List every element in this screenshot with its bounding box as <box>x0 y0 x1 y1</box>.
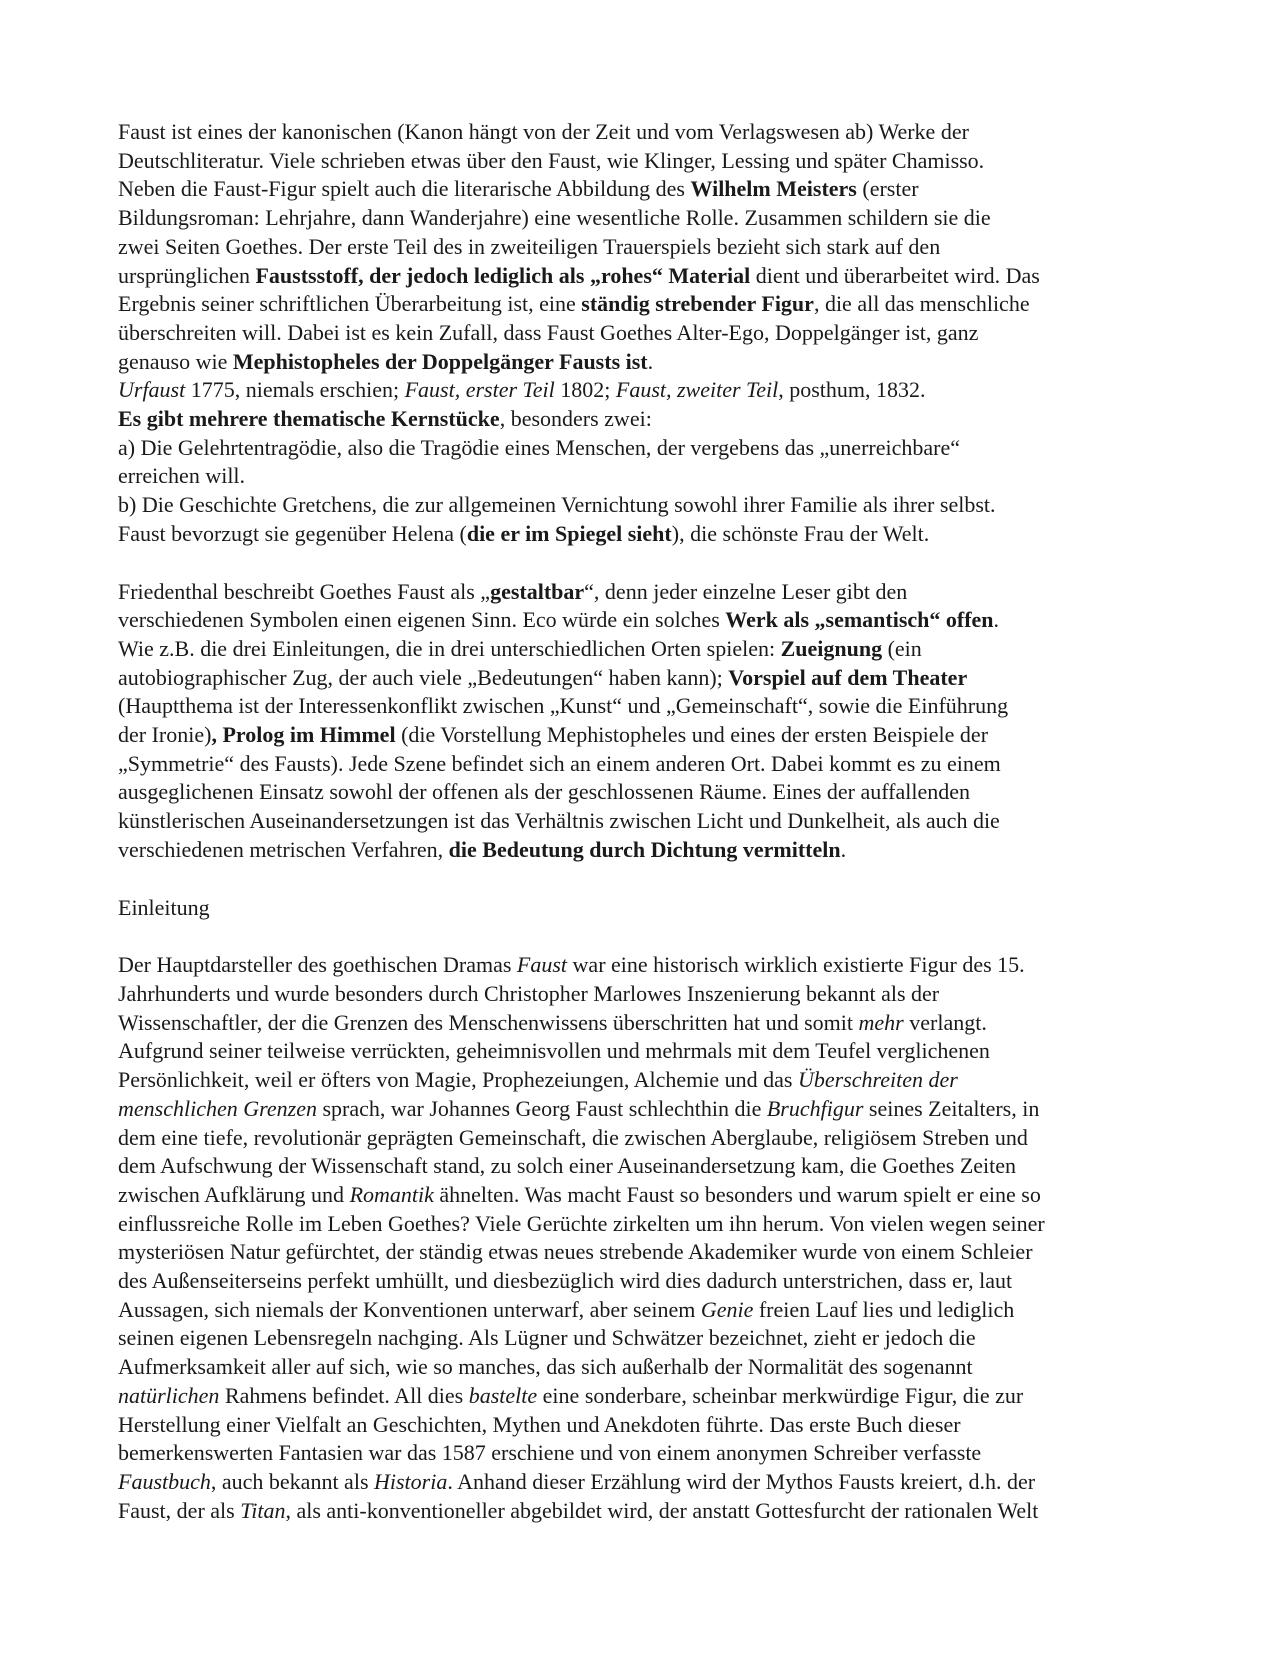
text-run: zwei Seiten Goethes. Der erste Teil des in zweiteiligen Trauerspiels bezieht sich stark auf den <box>118 233 941 259</box>
text-line <box>118 1411 1168 1440</box>
text-line <box>118 118 1168 147</box>
italic-text: Urfaust <box>118 377 186 403</box>
text-run: a) Die Gelehrtentragödie, also die Tragödie eines Menschen, der vergebens das „unerreichbare“ <box>118 434 960 460</box>
text-line <box>118 1124 1168 1153</box>
bold-text: Faustsstoff, der jedoch lediglich als „rohes“ Material <box>255 262 751 288</box>
bold-text: Vorspiel auf dem Theater <box>728 664 968 690</box>
text-run: , posthum, 1832. <box>778 377 926 403</box>
text-run: Ergebnis seiner schriftlichen Überarbeitung ist, eine <box>118 291 582 317</box>
bold-text: gestaltbar <box>490 578 585 604</box>
text-run: b) Die Geschichte Gretchens, die zur allgemeinen Vernichtung sowohl ihrer Familie als ihrer selbst. <box>118 492 996 518</box>
text-line <box>118 348 1168 377</box>
text-run: verschiedenen metrischen Verfahren, <box>118 836 449 862</box>
text-line <box>118 1439 1168 1468</box>
paragraph-gap <box>118 865 1168 894</box>
bold-text: , Prolog im Himmel <box>211 722 396 748</box>
text-line <box>118 1468 1168 1497</box>
text-line <box>118 1497 1168 1526</box>
text-run: Bildungsroman: Lehrjahre, dann Wanderjahre) eine wesentliche Rolle. Zusammen schildern sie die <box>118 205 991 231</box>
text-run: Aussagen, sich niemals der Konventionen unterwarf, aber seinem <box>118 1296 701 1322</box>
text-run: Wissenschaftler, der die Grenzen des Menschenwissens überschritten hat und somit <box>118 1009 859 1035</box>
text-line <box>118 175 1168 204</box>
text-run: eine sonderbare, scheinbar merkwürdige Figur, die zur <box>537 1382 1024 1408</box>
italic-text: Faust <box>516 952 568 978</box>
italic-text: Faust, erster Teil <box>404 377 555 403</box>
text-run: . <box>840 836 847 862</box>
text-run: seines Zeitalters, in <box>863 1095 1040 1121</box>
text-line <box>118 1181 1168 1210</box>
text-run: ), die schönste Frau der Welt. <box>671 520 930 546</box>
text-line <box>118 578 1168 607</box>
text-run: , auch bekannt als <box>210 1468 374 1494</box>
paragraph-einleitung <box>118 951 1168 1525</box>
text-run: war eine historisch wirklich existierte Figur des 15. <box>567 952 1025 978</box>
text-run: (Hauptthema ist der Interessenkonflikt zwischen „Kunst“ und „Gemeinschaft“, sowie die Einführung <box>118 693 1009 719</box>
text-run: überschreiten will. Dabei ist es kein Zufall, dass Faust Goethes Alter-Ego, Doppelgänger ist, ganz <box>118 319 979 345</box>
section-heading <box>118 894 1168 923</box>
text-line <box>118 319 1168 348</box>
text-line <box>118 290 1168 319</box>
text-line <box>118 204 1168 233</box>
text-run: „Symmetrie“ des Fausts). Jede Szene befindet sich an einem anderen Ort. Dabei kommt es zu einem <box>118 750 1001 776</box>
text-line <box>118 405 1168 434</box>
text-run: 1802; <box>554 377 616 403</box>
text-line <box>118 664 1168 693</box>
text-line <box>118 951 1168 980</box>
text-run: verschiedenen Symbolen einen eigenen Sinn. Eco würde ein solches <box>118 607 726 633</box>
paragraph-intro <box>118 118 1168 549</box>
paragraph-gap <box>118 922 1168 951</box>
text-run: dem Aufschwung der Wissenschaft stand, zu solch einer Auseinandersetzung kam, die Goethes Zeiten <box>118 1153 1017 1179</box>
text-run: bemerkenswerten Fantasien war das 1587 erschiene und von einem anonymen Schreiber verfasste <box>118 1440 982 1466</box>
italic-text: Bruchfigur <box>766 1095 864 1121</box>
text-run: des Außenseiterseins perfekt umhüllt, und diesbezüglich wird dies dadurch unterstrichen, dass er, laut <box>118 1268 1013 1294</box>
text-line <box>118 1210 1168 1239</box>
text-line <box>118 147 1168 176</box>
text-line <box>118 434 1168 463</box>
text-line <box>118 750 1168 779</box>
text-run: ähnelten. Was macht Faust so besonders und warum spielt er eine so <box>433 1181 1041 1207</box>
italic-text: Historia <box>374 1468 448 1494</box>
bold-text: Wilhelm Meisters <box>690 176 857 202</box>
bold-text: die er im Spiegel sieht <box>466 520 672 546</box>
text-run: , als anti-konventioneller abgebildet wird, der anstatt Gottesfurcht der rationalen Welt <box>285 1497 1039 1523</box>
text-run: “, denn jeder einzelne Leser gibt den <box>584 578 908 604</box>
paragraph-interpretation <box>118 578 1168 865</box>
text-run: . <box>993 607 1000 633</box>
text-line <box>118 606 1168 635</box>
text-line <box>118 721 1168 750</box>
text-line <box>118 1267 1168 1296</box>
text-run: genauso wie <box>118 348 233 374</box>
text-run: ursprünglichen <box>118 262 256 288</box>
text-line <box>118 520 1168 549</box>
text-run: Wie z.B. die drei Einleitungen, die in drei unterschiedlichen Orten spielen: <box>118 635 781 661</box>
text-line <box>118 1066 1168 1095</box>
text-line <box>118 262 1168 291</box>
text-run: einflussreiche Rolle im Leben Goethes? Viele Gerüchte zirkelten um ihn herum. Von vielen wegen seiner <box>118 1210 1045 1236</box>
text-run: zwischen Aufklärung und <box>118 1181 350 1207</box>
paragraph-gap <box>118 549 1168 578</box>
text-run: Herstellung einer Vielfalt an Geschichten, Mythen und Anekdoten führte. Das erste Buch dieser <box>118 1411 961 1437</box>
text-run: . <box>647 348 654 374</box>
text-run: autobiographischer Zug, der auch viele „Bedeutungen“ haben kann); <box>118 664 729 690</box>
heading-einleitung: Einleitung <box>118 894 210 920</box>
italic-text: mehr <box>858 1009 904 1035</box>
text-run: Rahmens befindet. All dies <box>219 1382 469 1408</box>
text-run: Jahrhunderts und wurde besonders durch Christopher Marlowes Inszenierung bekannt als der <box>118 980 940 1006</box>
bold-text: Mephistopheles der Doppelgänger Fausts ist <box>232 348 648 374</box>
text-line <box>118 1152 1168 1181</box>
text-run: Faust bevorzugt sie gegenüber Helena ( <box>118 520 467 546</box>
text-line <box>118 1382 1168 1411</box>
text-run: dient und überarbeitet wird. Das <box>750 262 1040 288</box>
text-run: Friedenthal beschreibt Goethes Faust als „ <box>118 578 491 604</box>
text-line <box>118 462 1168 491</box>
document-page <box>118 118 1168 1525</box>
text-line <box>118 1324 1168 1353</box>
text-run: Faust, der als <box>118 1497 241 1523</box>
text-line <box>118 1037 1168 1066</box>
text-line <box>118 1009 1168 1038</box>
text-run: Neben die Faust-Figur spielt auch die literarische Abbildung des <box>118 176 691 202</box>
text-run: Aufgrund seiner teilweise verrückten, geheimnisvollen und mehrmals mit dem Teufel verglichenen <box>118 1038 990 1064</box>
text-run: Persönlichkeit, weil er öfters von Magie, Prophezeiungen, Alchemie und das <box>118 1067 798 1093</box>
italic-text: Titan <box>240 1497 286 1523</box>
text-line <box>118 635 1168 664</box>
text-run: , die all das menschliche <box>813 291 1030 317</box>
text-line <box>118 1095 1168 1124</box>
text-line <box>118 692 1168 721</box>
italic-text: Faust, zweiter Teil <box>615 377 779 403</box>
bold-text: Zueignung <box>780 635 883 661</box>
text-run: ausgeglichenen Einsatz sowohl der offenen als der geschlossenen Räume. Eines der auffallenden <box>118 779 971 805</box>
bold-text: die Bedeutung durch Dichtung vermitteln <box>448 836 841 862</box>
text-line <box>118 1296 1168 1325</box>
text-run: (die Vorstellung Mephistopheles und eines der ersten Beispiele der <box>395 722 989 748</box>
text-line <box>118 980 1168 1009</box>
text-run: erreichen will. <box>118 463 246 489</box>
italic-text: Genie <box>700 1296 754 1322</box>
text-run: Der Hauptdarsteller des goethischen Dramas <box>118 952 517 978</box>
italic-text: menschlichen Grenzen <box>118 1095 317 1121</box>
text-run: Faust ist eines der kanonischen (Kanon hängt von der Zeit und vom Verlagswesen ab) Werke der <box>118 119 969 144</box>
text-line <box>118 1238 1168 1267</box>
text-run: mysteriösen Natur gefürchtet, der ständig etwas neues strebende Akademiker wurde von einem Schleier <box>118 1239 1033 1265</box>
text-run: verlangt. <box>903 1009 987 1035</box>
text-line <box>118 807 1168 836</box>
text-line <box>118 836 1168 865</box>
text-run: der Ironie) <box>118 722 212 748</box>
text-run: dem eine tiefe, revolutionär geprägten Gemeinschaft, die zwischen Aberglaube, religiösem Streben und <box>118 1124 1028 1150</box>
text-run: Aufmerksamkeit aller auf sich, wie so manches, das sich außerhalb der Normalität des sogenannt <box>118 1354 973 1380</box>
text-line <box>118 233 1168 262</box>
text-run: (erster <box>856 176 919 202</box>
italic-text: natürlichen <box>118 1382 220 1408</box>
text-run: 1775, niemals erschien; <box>185 377 405 403</box>
bold-text: ständig strebender Figur <box>581 291 814 317</box>
text-run: , besonders zwei: <box>499 406 652 432</box>
text-run: Deutschliteratur. Viele schrieben etwas über den Faust, wie Klinger, Lessing und später Chamisso. <box>118 147 985 173</box>
text-line <box>118 1353 1168 1382</box>
italic-text: Überschreiten der <box>798 1067 958 1093</box>
bold-text: Werk als „semantisch“ offen <box>725 607 994 633</box>
bold-text: Es gibt mehrere thematische Kernstücke <box>118 406 500 432</box>
text-line <box>118 376 1168 405</box>
italic-text: Romantik <box>349 1181 434 1207</box>
text-run: künstlerischen Auseinandersetzungen ist das Verhältnis zwischen Licht und Dunkelheit, als auch die <box>118 808 1000 834</box>
italic-text: Faustbuch <box>118 1468 211 1494</box>
italic-text: bastelte <box>468 1382 538 1408</box>
text-run: freien Lauf lies und lediglich <box>753 1296 1015 1322</box>
text-run: seinen eigenen Lebensregeln nachging. Als Lügner und Schwätzer bezeichnet, zieht er jedoch die <box>118 1325 976 1351</box>
text-run: sprach, war Johannes Georg Faust schlechthin die <box>316 1095 767 1121</box>
text-run: . Anhand dieser Erzählung wird der Mythos Fausts kreiert, d.h. der <box>447 1468 1036 1494</box>
text-line <box>118 778 1168 807</box>
text-run: (ein <box>882 635 922 661</box>
text-line <box>118 491 1168 520</box>
